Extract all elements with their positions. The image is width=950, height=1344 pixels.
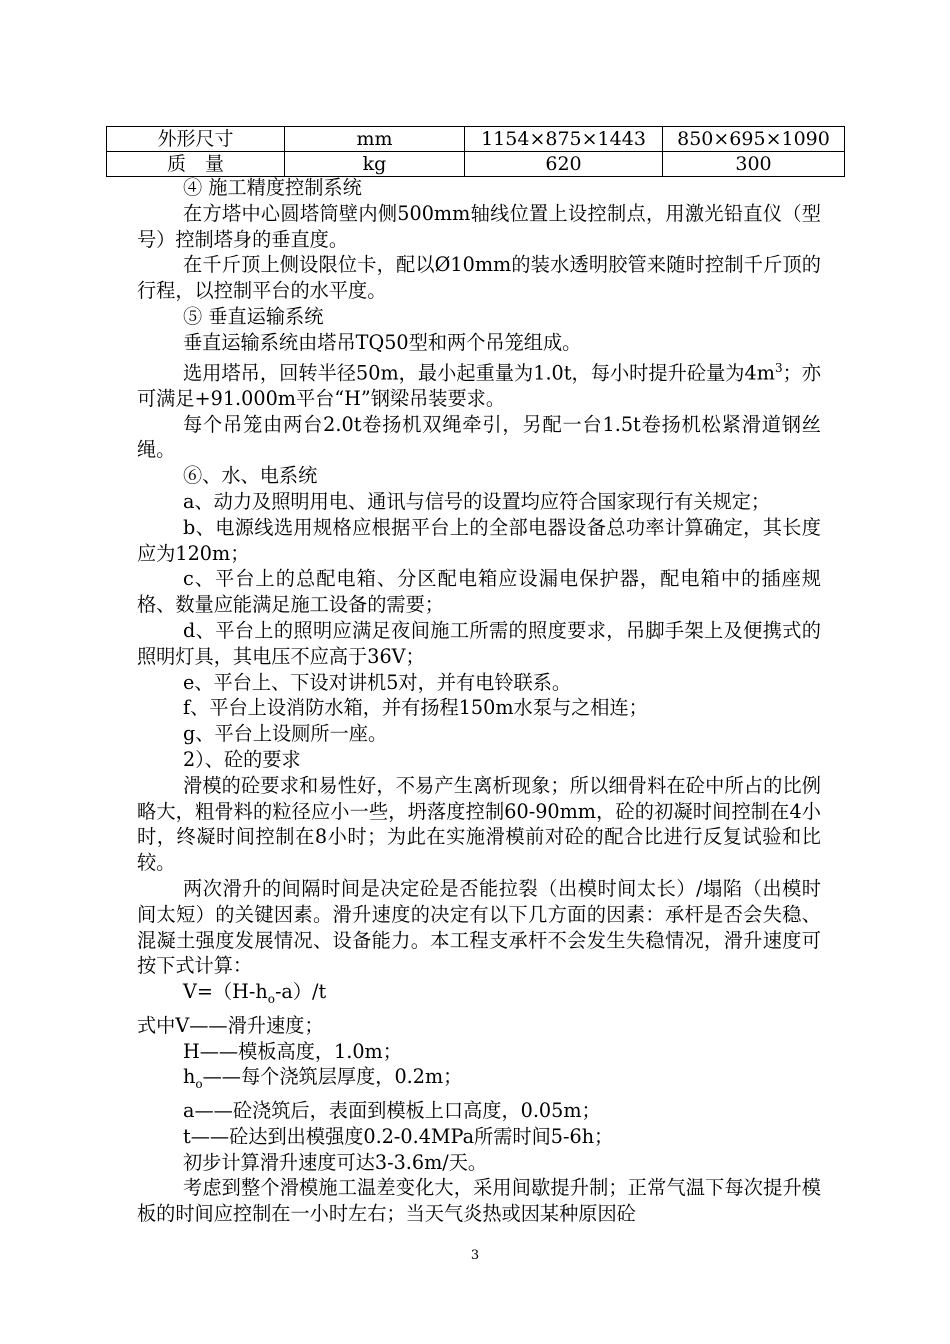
paragraph: 每个吊笼由两台2.0t卷扬机双绳牵引，另配一台1.5t卷扬机松紧滑道钢丝绳。 [137, 412, 821, 462]
page-number: 3 [470, 1248, 480, 1263]
list-item: b、电源线选用规格应根据平台上的全部电器设备总功率计算确定，其长度应为120m； [137, 515, 821, 565]
text-run: ——每个浇筑层厚度，0.2m； [202, 1065, 463, 1089]
table-cell: 620 [465, 152, 663, 177]
list-item: g、平台上设厕所一座。 [183, 722, 388, 746]
text-run: -a）/t [274, 980, 327, 1004]
paragraph [137, 356, 821, 412]
table-cell: 850×695×1090 [663, 127, 845, 152]
spec-table [106, 126, 845, 177]
paragraph: 两次滑升的间隔时间是决定砼是否能拉裂（出模时间太长）/塌陷（出模时间太短）的关键因素。滑升速度的决定有以下几方面的因素：承杆是否会失稳、混凝土强度发展情况、设备能力。本工程支承杆不会发生失稳情况，滑升速度可按下式计算： [137, 876, 821, 978]
paragraph: 考虑到整个滑模施工温差变化大，采用间歇提升制；正常气温下每次提升模板的时间应控制在一小时左右；当天气炎热或因某种原因砼 [137, 1176, 821, 1226]
paragraph: H——模板高度，1.0m； [183, 1039, 402, 1063]
list-item: a、动力及照明用电、通讯与信号的设置均应符合国家现行有关规定； [183, 489, 771, 513]
paragraph: 式中V——滑升速度； [137, 1013, 324, 1037]
table-cell: 1154×875×1443 [465, 127, 663, 152]
table-cell: kg [285, 152, 465, 177]
section-heading: 2）、砼的要求 [183, 747, 301, 771]
text-run: h [183, 1065, 196, 1089]
section-heading: ⑤ 垂直运输系统 [183, 304, 324, 328]
table-cell: 外形尺寸 [107, 127, 285, 152]
paragraph: 滑模的砼要求和易性好，不易产生离析现象；所以细骨料在砼中所占的比例略大，粗骨料的粒径应小一些，坍落度控制60-90mm，砼的初凝时间控制在4小时，终凝时间控制在8小时；为此在实施滑模前对砼的配合比进行反复试验和比较。 [137, 773, 821, 875]
paragraph: 在方塔中心圆塔筒壁内侧500mm轴线位置上设控制点，用激光铅直仪（型号）控制塔身的垂直度。 [137, 201, 821, 251]
text-run: 选用塔吊，回转半径50m，最小起重量为1.0t，每小时提升砼量为4m [183, 360, 775, 384]
formula [137, 979, 821, 1013]
table-cell: 质 量 [107, 152, 285, 177]
subscript: o [267, 991, 275, 1006]
list-item: e、平台上、下设对讲机5对，并有电铃联系。 [183, 670, 572, 694]
document-body [137, 175, 821, 1227]
paragraph: 初步计算滑升速度可达3-3.6m/天。 [183, 1150, 488, 1174]
paragraph: t——砼达到出模强度0.2-0.4MPa所需时间5-6h； [183, 1124, 614, 1148]
paragraph [137, 1064, 821, 1098]
table-row [107, 127, 845, 152]
list-item: c、平台上的总配电箱、分区配电箱应设漏电保护器，配电箱中的插座规格、数量应能满足施工设备的需要； [137, 567, 821, 617]
table-cell: 300 [663, 152, 845, 177]
paragraph: 垂直运输系统由塔吊TQ50型和两个吊笼组成。 [183, 330, 582, 354]
text-run: ；亦可满足+91.000m平台“H”钢梁吊装要求。 [137, 360, 821, 410]
table-row [107, 152, 845, 177]
superscript: 3 [774, 360, 783, 375]
subscript: o [195, 1077, 203, 1092]
paragraph: 在千斤顶上侧设限位卡，配以Ø10mm的装水透明胶管来随时控制千斤顶的行程，以控制平台的水平度。 [137, 253, 821, 303]
list-item: f、平台上设消防水箱，并有扬程150m水泵与之相连； [183, 696, 648, 720]
table-cell: mm [285, 127, 465, 152]
section-heading: ④ 施工精度控制系统 [183, 176, 362, 199]
list-item: d、平台上的照明应满足夜间施工所需的照度要求，吊脚手架上及便携式的照明灯具，其电压不应高于36V； [137, 618, 821, 668]
text-run: V=（H-h [183, 980, 268, 1004]
paragraph: a——砼浇筑后，表面到模板上口高度，0.05m； [183, 1098, 601, 1122]
section-heading: ⑥、水、电系统 [183, 464, 318, 488]
